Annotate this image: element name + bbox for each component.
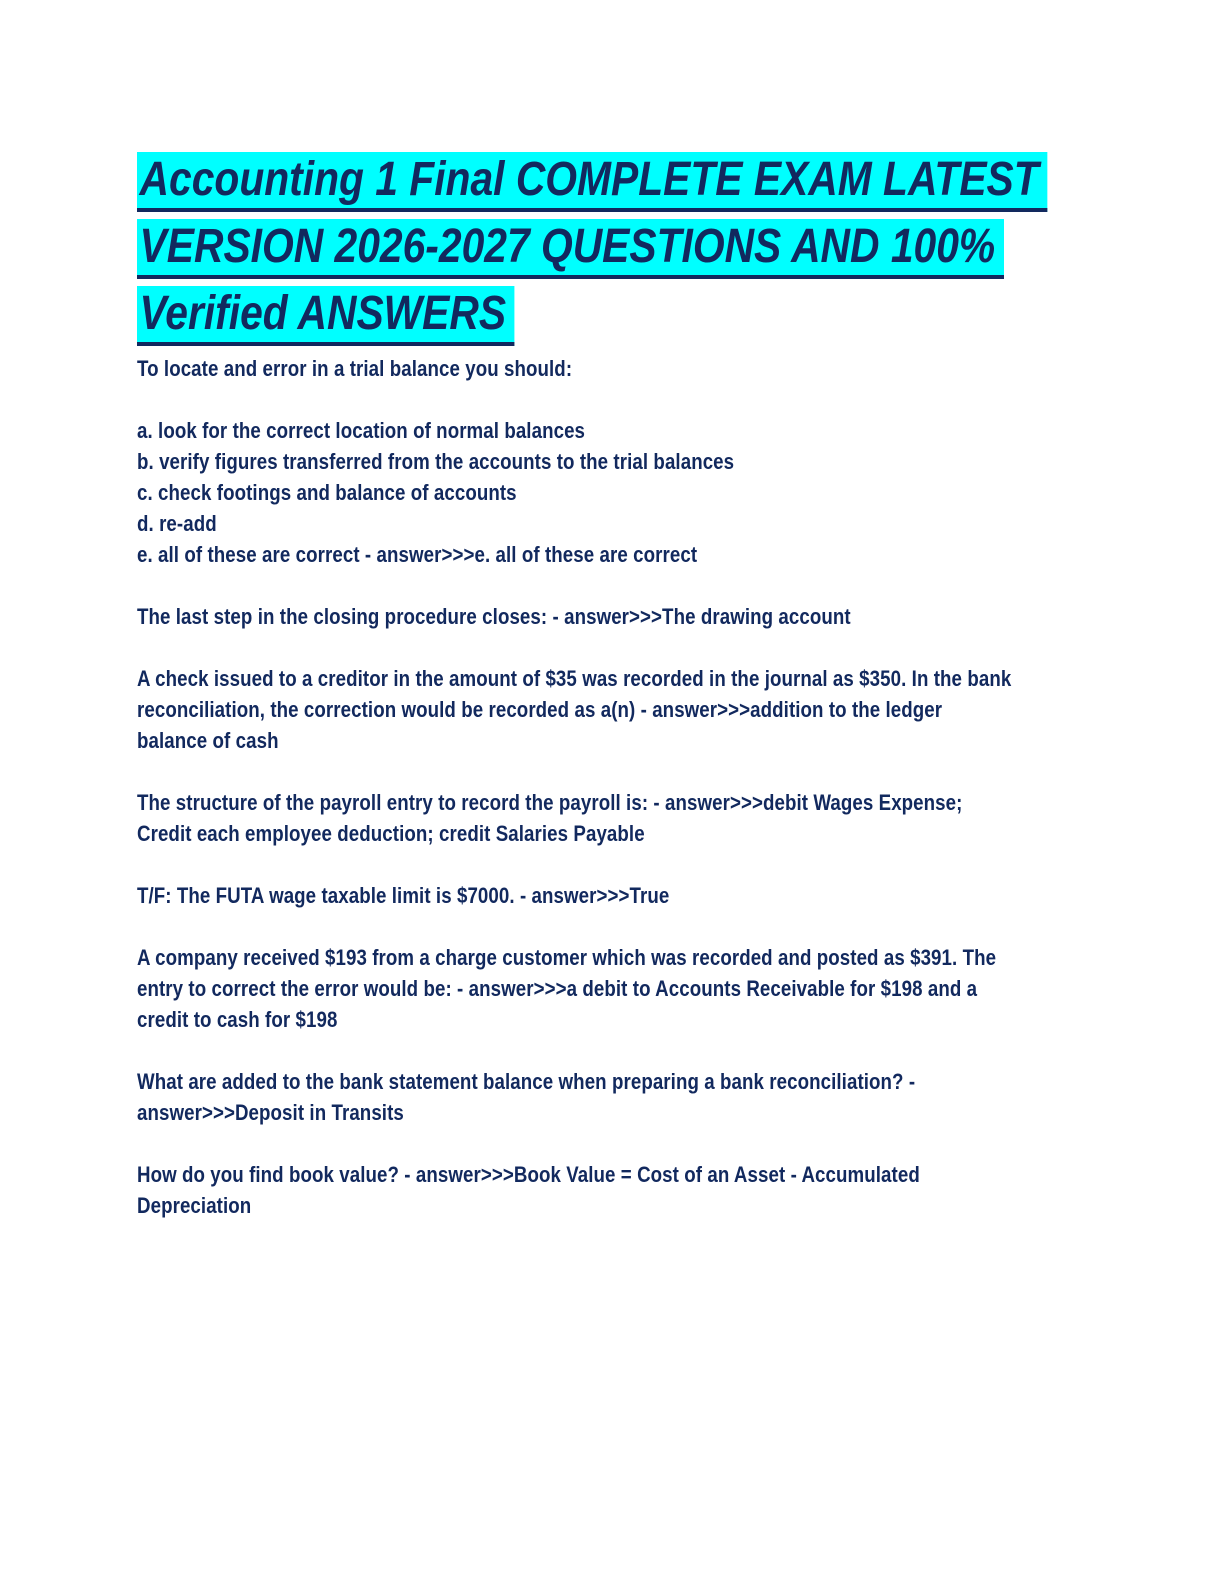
paragraph [137,880,1013,911]
paragraph-line: a. look for the correct location of normal balances [137,418,586,443]
document-body [137,353,1013,1221]
paragraph-line: c. check footings and balance of accounts [137,480,517,505]
paragraph [137,415,1013,570]
title-line-1: Accounting 1 Final COMPLETE EXAM LATEST [137,152,1047,212]
paragraph-line: T/F: The FUTA wage taxable limit is $7000. - answer>>>True [137,883,670,908]
paragraph [137,1066,1013,1128]
paragraph-line: e. all of these are correct - answer>>>e. all of these are correct [137,542,698,567]
paragraph [137,663,1013,756]
title-row [137,152,1039,212]
paragraph [137,1159,1013,1221]
paragraph-line: d. re-add [137,511,217,536]
paragraph-line: What are added to the bank statement balance when preparing a bank reconciliation? - answer>>>Deposit in Transits [137,1069,916,1125]
paragraph-line: To locate and error in a trial balance you should: [137,356,573,381]
document-title [137,152,1039,346]
paragraph-line: A check issued to a creditor in the amount of $35 was recorded in the journal as $350. In the bank reconciliation, the correction would be recorded as a(n) - answer>>>addition to the ledger balance of cash [137,666,1012,753]
paragraph [137,353,1013,384]
paragraph-line: The structure of the payroll entry to record the payroll is: - answer>>>debit Wages Expense; Credit each employee deduction; credit Salaries Payable [137,790,963,846]
paragraph-line: A company received $193 from a charge customer which was recorded and posted as $391. The entry to correct the error would be: - answer>>>a debit to Accounts Receivable for $198 and a credit to cash for $198 [137,945,997,1032]
title-line-2: VERSION 2026-2027 QUESTIONS AND 100% [137,219,1004,279]
paragraph-line: The last step in the closing procedure closes: - answer>>>The drawing account [137,604,851,629]
title-row [137,219,1013,279]
document-content [137,152,1039,1221]
paragraph [137,601,1013,632]
paragraph [137,787,1013,849]
paragraph [137,942,1013,1035]
paragraph-line: b. verify figures transferred from the accounts to the trial balances [137,449,735,474]
title-row [137,286,1013,346]
paragraph-line: How do you find book value? - answer>>>Book Value = Cost of an Asset - Accumulated Depreciation [137,1162,920,1218]
title-line-3: Verified ANSWERS [137,286,515,346]
